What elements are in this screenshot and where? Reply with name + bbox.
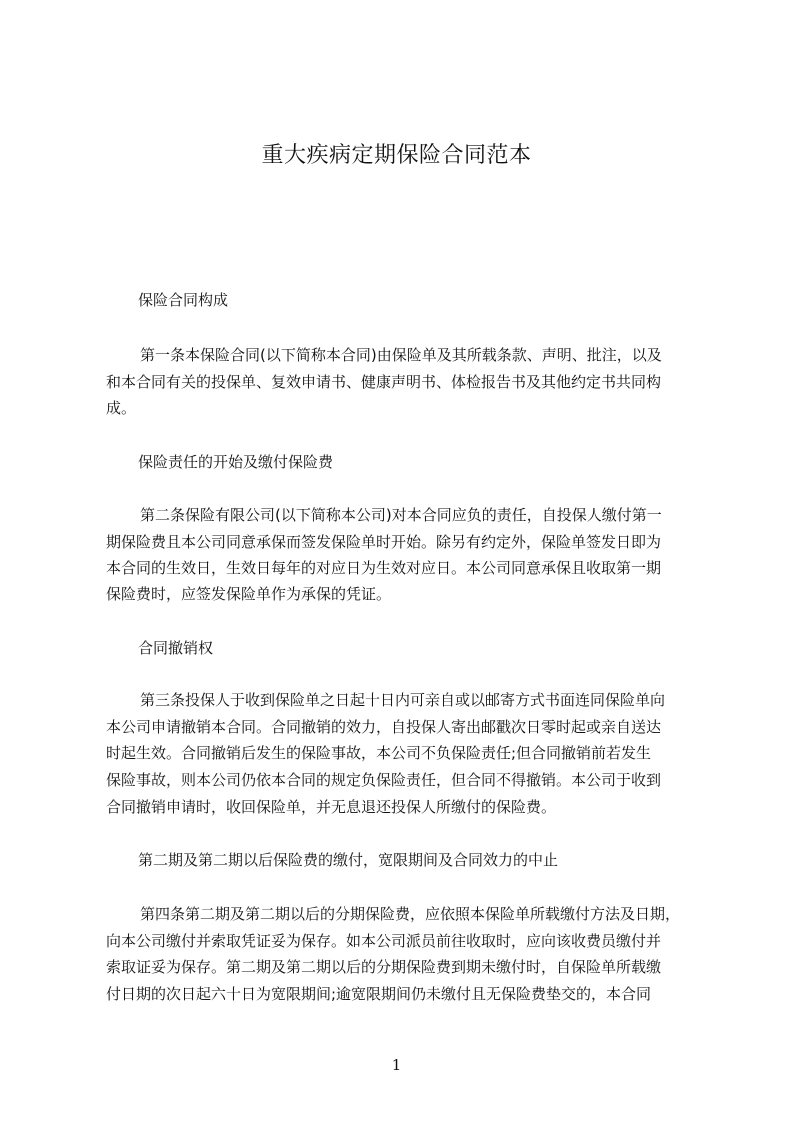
section-heading: 保险责任的开始及缴付保险费 [138, 453, 334, 471]
paragraph-line: 向本公司缴付并索取凭证妥为保存。如本公司派员前往收取时，应向该收费员缴付并 [106, 932, 662, 950]
paragraph-line: 本合同的生效日，生效日每年的对应日为生效对应日。本公司同意承保且收取第一期 [106, 559, 662, 577]
paragraph-line: 成。 [106, 399, 137, 417]
paragraph-line: 保险事故，则本公司仍依本合同的规定负保险责任，但合同不得撤销。本公司于收到 [106, 771, 662, 789]
section-heading: 第二期及第二期以后保险费的缴付，宽限期间及合同效力的中止 [138, 851, 559, 869]
paragraph-line: 付日期的次日起六十日为宽限期间;逾宽限期间仍未缴付且无保险费垫交的，本合同 [106, 985, 652, 1003]
paragraph-line: 第一条本保险合同(以下简称本合同)由保险单及其所载条款、声明、批注，以及 [140, 346, 662, 364]
section-heading: 合同撤销权 [138, 639, 214, 657]
document-title: 重大疾病定期保险合同范本 [261, 143, 532, 168]
section-heading: 保险合同构成 [138, 291, 229, 309]
paragraph-line: 第四条第二期及第二期以后的分期保险费，应依照本保险单所载缴付方法及日期， [140, 905, 681, 923]
paragraph-line: 时起生效。合同撤销后发生的保险事故，本公司不负保险责任;但合同撤销前若发生 [106, 744, 652, 762]
paragraph-line: 第二条保险有限公司(以下简称本公司)对本合同应负的责任，自投保人缴付第一 [140, 506, 662, 524]
page-number: 1 [391, 1056, 402, 1074]
paragraph-line: 索取证妥为保存。第二期及第二期以后的分期保险费到期未缴付时，自保险单所载缴 [106, 958, 662, 976]
paragraph-line: 期保险费且本公司同意承保而签发保险单时开始。除另有约定外，保险单签发日即为 [106, 533, 662, 551]
paragraph-line: 保险费时，应签发保险单作为承保的凭证。 [106, 585, 392, 603]
paragraph-line: 和本合同有关的投保单、复效申请书、健康声明书、体检报告书及其他约定书共同构 [106, 373, 662, 391]
paragraph-line: 合同撤销申请时，收回保险单，并无息退还投保人所缴付的保险费。 [106, 798, 557, 816]
paragraph-line: 第三条投保人于收到保险单之日起十日内可亲自或以邮寄方式书面连同保险单向 [140, 691, 666, 709]
paragraph-line: 本公司申请撤销本合同。合同撤销的效力，自投保人寄出邮戳次日零时起或亲自送达 [106, 718, 662, 736]
